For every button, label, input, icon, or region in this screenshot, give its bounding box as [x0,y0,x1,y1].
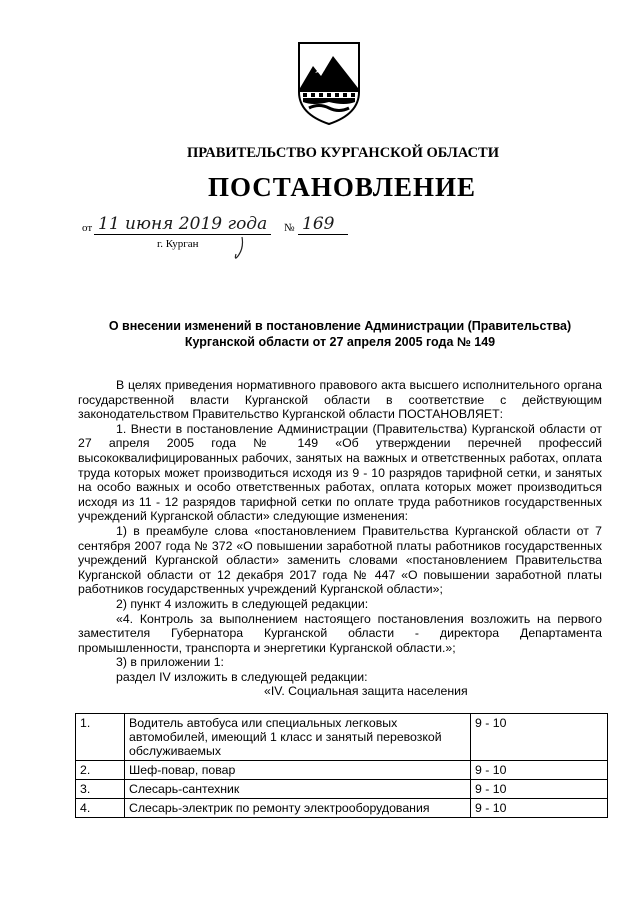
decree-subject [60,318,620,350]
document-type-title: ПОСТАНОВЛЕНИЕ [207,172,477,202]
row-number: 2. [76,761,125,780]
paragraph-section-iv: раздел IV изложить в следующей редакции: [116,669,368,684]
table-row [76,714,608,761]
date-prefix: от [82,222,93,234]
subject-line-2: Курганской области от 27 апреля 2005 года № 149 [184,335,496,349]
paragraph-subitem-3: 3) в приложении 1: [116,655,224,670]
city-label: г. Курган [157,238,199,250]
profession-name: Слесарь-сантехник [125,780,471,799]
row-number: 4. [76,799,125,818]
table-row [76,761,608,780]
handwritten-date: 11 июня 2019 года [94,214,271,235]
handwriting-flourish-icon [232,236,246,262]
decree-body [78,378,602,699]
tariff-rank: 9 - 10 [471,780,608,799]
coat-of-arms-icon [295,40,363,126]
table-row [76,780,608,799]
tariff-rank: 9 - 10 [471,799,608,818]
handwritten-number: 169 [298,214,348,235]
profession-name: Водитель автобуса или специальных легковых автомобилей, имеющий 1 класс и занятый перевозкой обслуживаемых [125,714,471,761]
profession-name: Слесарь-электрик по ремонту электрооборудования [125,799,471,818]
paragraph-quote-4: «4. Контроль за выполнением настоящего постановления возложить на первого заместителя Губернатора Курганской области - директора Департамента промышленности, транспорта и энергетики Курганской области.»; [78,611,602,655]
profession-name: Шеф-повар, повар [125,761,471,780]
government-name: ПРАВИТЕЛЬСТВО КУРГАНСКОЙ ОБЛАСТИ [186,145,499,161]
paragraph-subitem-2: 2) пункт 4 изложить в следующей редакции: [116,596,369,611]
section-iv-heading: «IV. Социальная защита населения [264,684,468,699]
paragraph-subitem-1: 1) в преамбуле слова «постановлением Правительства Курганской области от 7 сентября 2007 года № 372 «О повышении заработной платы работников государственных учреждений Курганской области» заменить словами «постановлением Правительства Курганской области от 12 декабря 2017 года № 447 «О повышении заработной платы работников государственных учреждений Курганской области»; [78,523,602,597]
tariff-rank: 9 - 10 [471,761,608,780]
subject-line-1: О внесении изменений в постановление Администрации (Правительства) [108,319,572,333]
paragraph-item-1: 1. Внести в постановление Администрации (Правительства) Курганской области от 27 апреля 2005 года № 149 «Об утверждении перечней профессий высококвалифицированных рабочих, занятых на важных и ответственных работах, оплата труда которых может производиться исходя из 9 - 10 разрядов тарифной сетки, и занятых на особо важных и особо ответственных работах, оплата которых может производиться исходя из 11 - 12 разрядов тарифной сетки по оплате труда работников государственных учреждений Курганской области» следующие изменения: [78,421,602,524]
table-row [76,799,608,818]
number-prefix: № [284,222,295,234]
professions-table [75,713,608,818]
paragraph-preamble: В целях приведения нормативного правового акта высшего исполнительного органа государственной власти Курганской области в соответствие с действующим законодательством Правительство Курганской области ПОСТАНОВЛЯЕТ: [78,378,602,422]
tariff-rank: 9 - 10 [471,714,608,761]
row-number: 3. [76,780,125,799]
row-number: 1. [76,714,125,761]
